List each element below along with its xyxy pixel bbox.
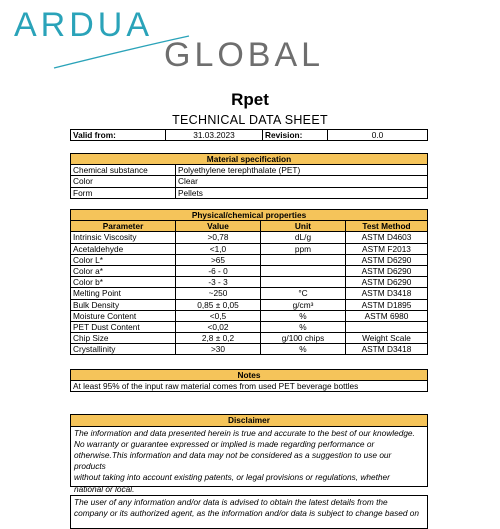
table-row (71, 333, 428, 344)
param-method: ASTM 6980 (346, 310, 428, 321)
disclaimer-line: otherwise.This information and data may not be considered as a suggestion to use our products (74, 449, 392, 472)
column-header: Value (176, 221, 261, 232)
param-unit: dL/g (261, 232, 346, 243)
param-method: ASTM D1895 (346, 299, 428, 310)
param-unit: g/cm³ (261, 299, 346, 310)
param-method: ASTM D6290 (346, 277, 428, 288)
param-unit: % (261, 344, 346, 355)
table-row (71, 254, 428, 265)
param-method: Weight Scale (346, 333, 428, 344)
disclaimer-heading: Disclaimer (70, 414, 428, 427)
param-name: Color L* (71, 254, 176, 265)
param-name: Bulk Density (71, 299, 176, 310)
table-row (71, 265, 428, 276)
param-method (346, 321, 428, 332)
param-name: Color a* (71, 265, 176, 276)
column-header: Unit (261, 221, 346, 232)
disclaimer-section (70, 414, 428, 529)
spec-key: Chemical substance (71, 165, 176, 176)
param-value: >65 (176, 254, 261, 265)
company-logo (14, 6, 344, 74)
properties-table (70, 209, 428, 355)
param-unit: % (261, 310, 346, 321)
param-value: >0,78 (176, 232, 261, 243)
param-unit: g/100 chips (261, 333, 346, 344)
table-row (71, 321, 428, 332)
param-value: 0,85 ± 0,05 (176, 299, 261, 310)
table-row (71, 299, 428, 310)
param-unit: ppm (261, 243, 346, 254)
spec-value: Clear (176, 176, 428, 187)
param-value: <0,5 (176, 310, 261, 321)
param-name: Crystallinity (71, 344, 176, 355)
notes-table (70, 369, 428, 392)
column-header: Test Method (346, 221, 428, 232)
param-unit (261, 277, 346, 288)
param-name: PET Dust Content (71, 321, 176, 332)
spec-value: Pellets (176, 187, 428, 198)
param-name: Moisture Content (71, 310, 176, 321)
table-row (71, 232, 428, 243)
material-spec-heading: Material specification (71, 154, 428, 165)
param-method: ASTM F2013 (346, 243, 428, 254)
param-unit: % (261, 321, 346, 332)
param-value: ~250 (176, 288, 261, 299)
param-name: Intrinsic Viscosity (71, 232, 176, 243)
param-name: Chip Size (71, 333, 176, 344)
table-row (71, 277, 428, 288)
disclaimer-line: The user of any information and/or data is advised to obtain the latest details from the (74, 496, 388, 507)
param-unit (261, 254, 346, 265)
notes-heading: Notes (71, 370, 428, 381)
param-unit: °C (261, 288, 346, 299)
param-value: <1,0 (176, 243, 261, 254)
param-method: ASTM D3418 (346, 344, 428, 355)
param-method: ASTM D6290 (346, 265, 428, 276)
revision-value: 0.0 (328, 130, 428, 141)
disclaimer-line: without taking into account existing patents, or legal provisions or regulations, whether (74, 472, 390, 483)
table-row (71, 344, 428, 355)
disclaimer-line: company or its authorized agent, as the information and/or data is subject to change based on (74, 507, 419, 518)
logo-text-ardua: ARDUA (14, 6, 154, 44)
table-row (71, 176, 428, 187)
notes-text: At least 95% of the input raw material comes from used PET beverage bottles (71, 381, 428, 392)
table-row (71, 310, 428, 321)
disclaimer-line: The information and data presented herein is true and accurate to the best of our knowledge. (74, 427, 415, 438)
disclaimer-line: national or local. (74, 483, 135, 494)
table-row (71, 187, 428, 198)
param-value: -6 - 0 (176, 265, 261, 276)
valid-from-label: Valid from: (71, 130, 166, 141)
param-value: 2,8 ± 0,2 (176, 333, 261, 344)
param-method: ASTM D6290 (346, 254, 428, 265)
table-row (71, 165, 428, 176)
disclaimer-body (70, 427, 428, 494)
spec-value: Polyethylene terephthalate (PET) (176, 165, 428, 176)
param-value: <0,02 (176, 321, 261, 332)
param-method: ASTM D4603 (346, 232, 428, 243)
material-spec-table (70, 153, 428, 199)
param-name: Color b* (71, 277, 176, 288)
param-value: -3 - 3 (176, 277, 261, 288)
logo-text-global: GLOBAL (164, 36, 325, 74)
param-unit (261, 265, 346, 276)
spec-key: Form (71, 187, 176, 198)
document-subtitle: TECHNICAL DATA SHEET (172, 113, 328, 127)
revision-label: Revision: (263, 130, 328, 141)
table-row (71, 288, 428, 299)
properties-heading: Physical/chemical properties (71, 210, 428, 221)
column-header: Parameter (71, 221, 176, 232)
validity-table (70, 129, 428, 141)
disclaimer-line: No warranty or guarantee expressed or implied is made regarding performance or (74, 438, 375, 449)
document-title: Rpet (231, 90, 269, 109)
valid-from-date: 31.03.2023 (166, 130, 263, 141)
table-row (71, 243, 428, 254)
param-value: >30 (176, 344, 261, 355)
param-name: Acetaldehyde (71, 243, 176, 254)
spec-key: Color (71, 176, 176, 187)
param-name: Melting Point (71, 288, 176, 299)
param-method: ASTM D3418 (346, 288, 428, 299)
